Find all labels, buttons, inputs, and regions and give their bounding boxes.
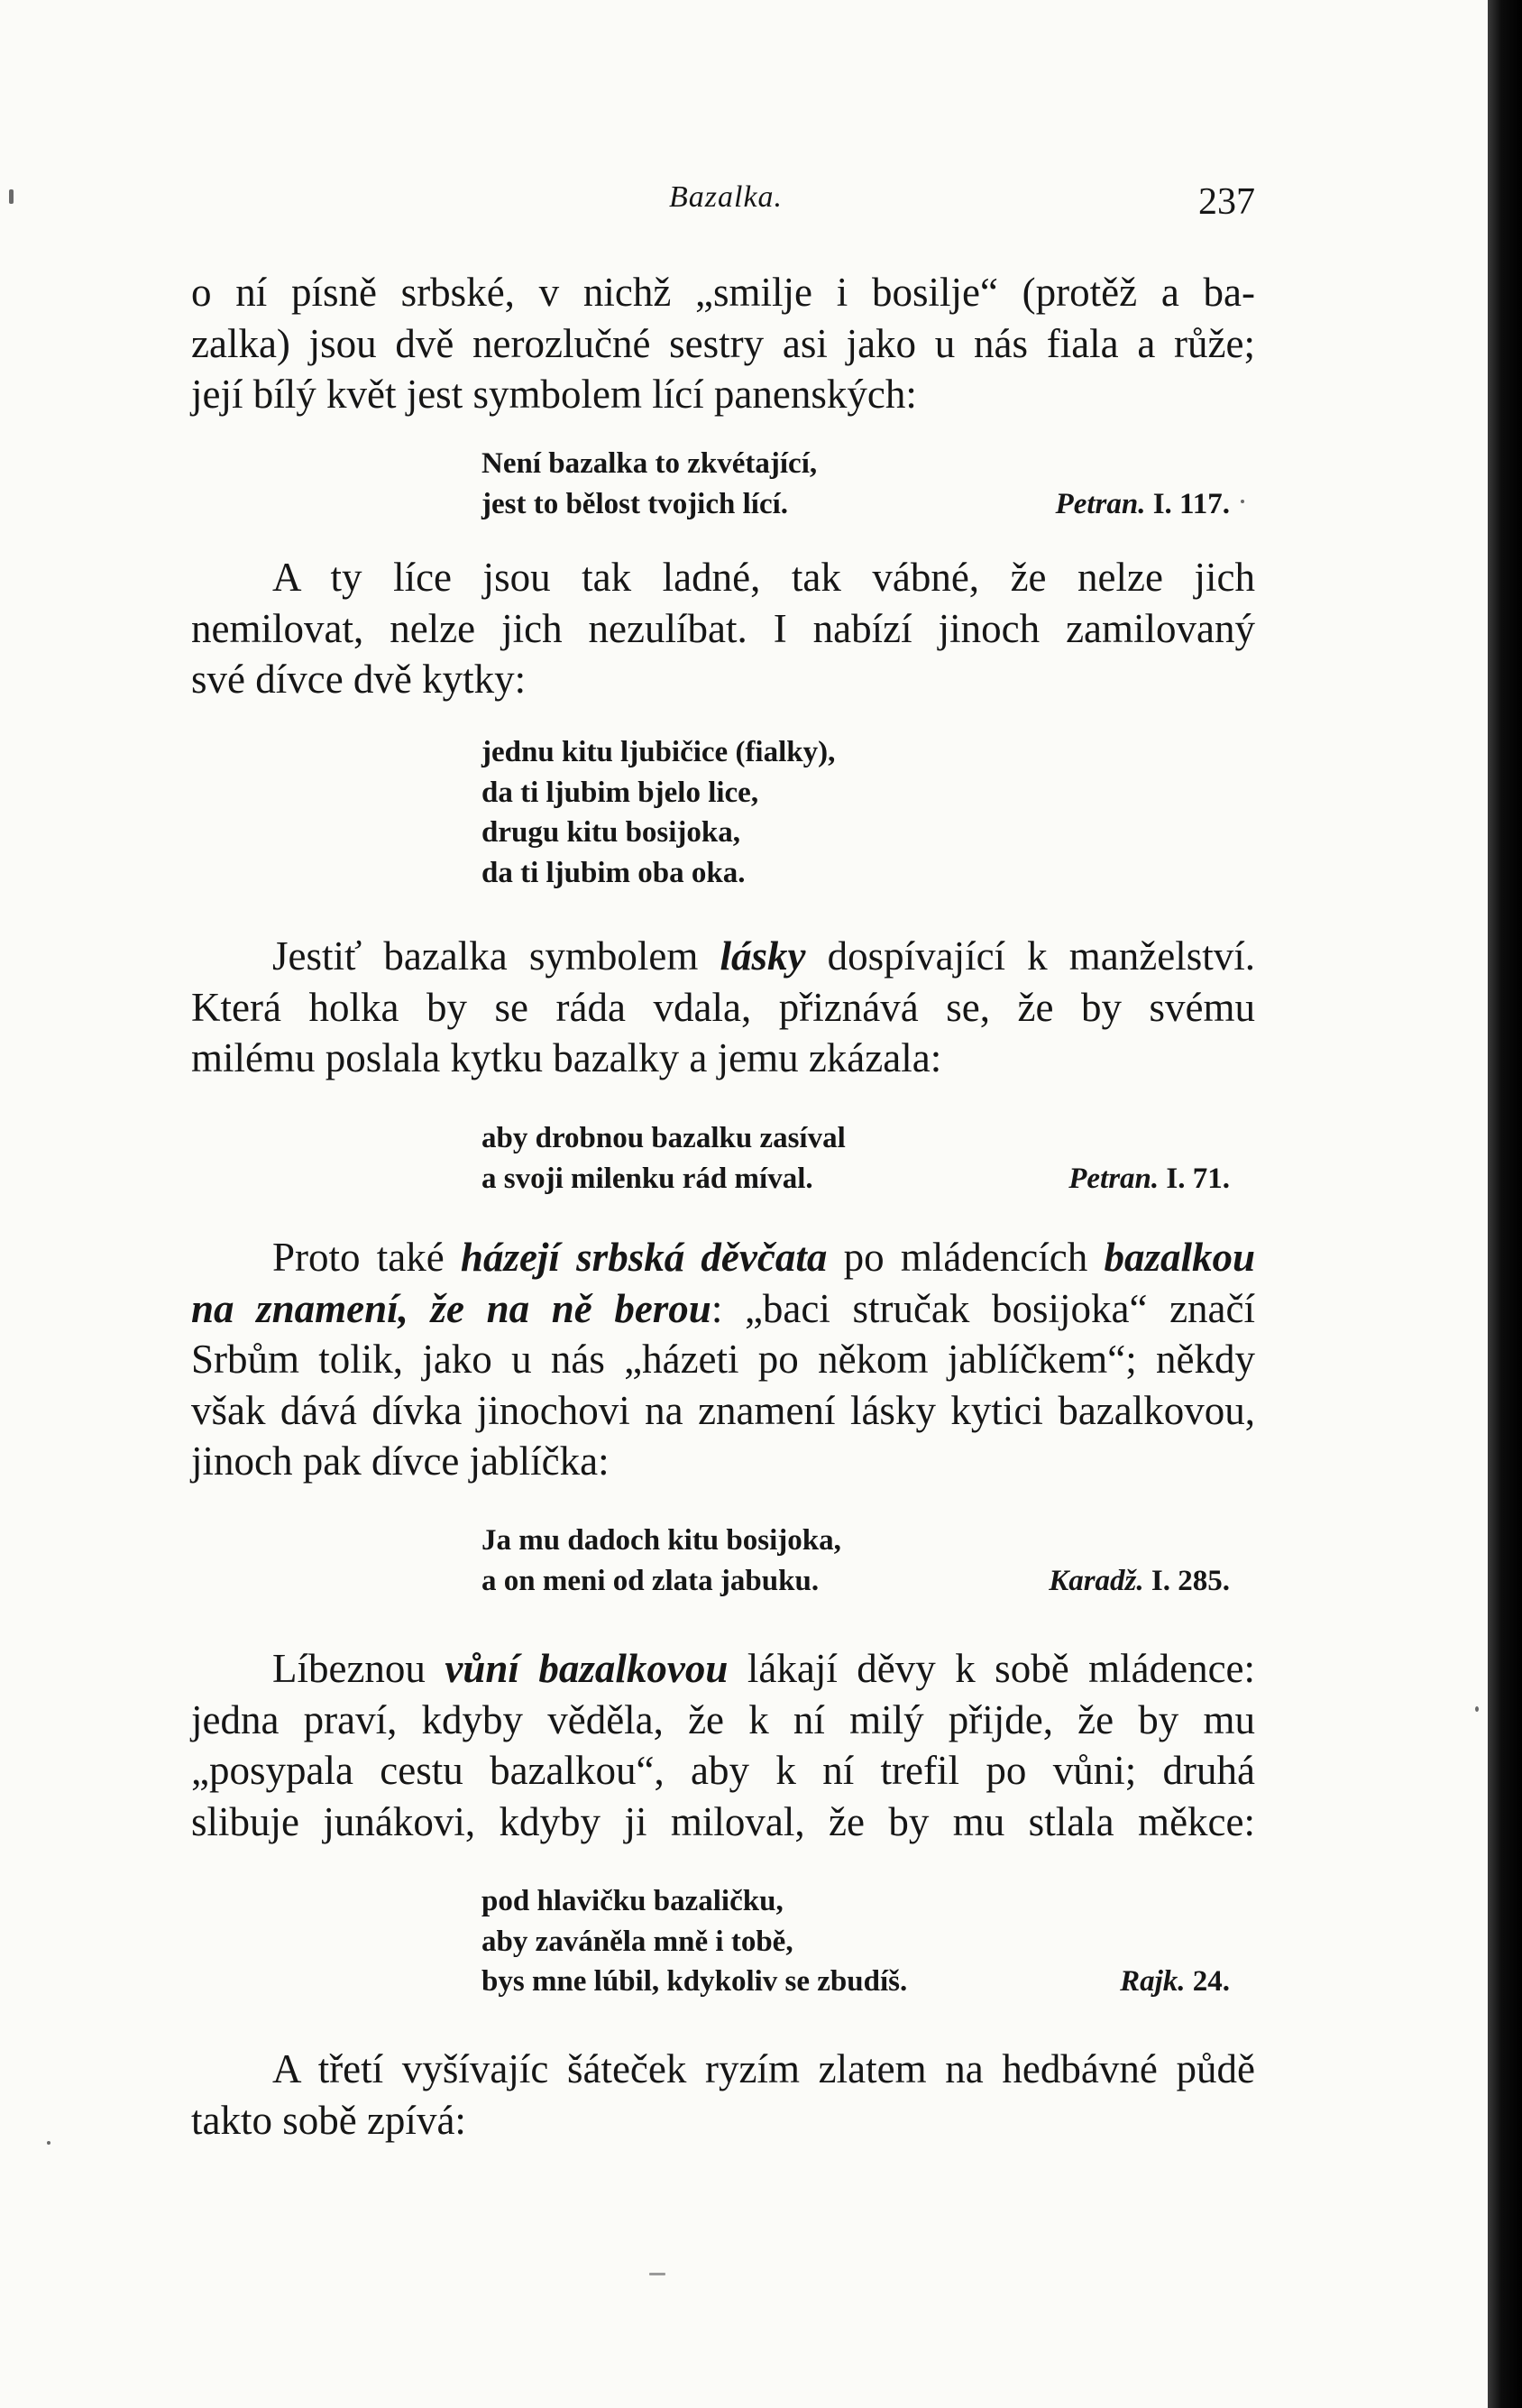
verse-line-text: bys mne lúbil, kdykoliv se zbudíš. [481, 1965, 908, 1998]
paragraph-5 [191, 1643, 1255, 1847]
text-line: Která holka by se ráda vdala, přiznává se, že by svému [191, 984, 1255, 1030]
verse-line: da ti ljubim oba oka. [481, 856, 746, 889]
verse-line [481, 484, 1230, 525]
text-run: : „baci stručak bosijoka“ značí [711, 1285, 1255, 1331]
text-line: Srbům tolik, jako u nás „házeti po někom jablíčkem“; někdy [191, 1337, 1255, 1382]
text-line: své dívce dvě kytky: [191, 657, 527, 702]
emphasis: na znamení, že na ně berou [191, 1285, 711, 1331]
text-line: o ní písně srbské, v nichž „smilje i bosilje“ (protěž a ba- [191, 270, 1255, 315]
verse-quote-4 [481, 1521, 1230, 1601]
scan-speck [1241, 500, 1244, 503]
scan-edge-shadow [1488, 0, 1522, 2408]
text-run: Proto také [272, 1235, 461, 1280]
text-run: lákají děvy k sobě mládence: [728, 1646, 1256, 1691]
verse-quote-1 [481, 444, 1230, 524]
paragraph-4 [191, 1232, 1255, 1487]
paragraph-3 [191, 931, 1255, 1084]
text-run: po mládencích [827, 1235, 1105, 1280]
source-author: Petran. [1055, 487, 1146, 520]
scan-speck [1475, 1706, 1479, 1712]
verse-line: drugu kitu bosijoka, [481, 816, 741, 849]
verse-line: jednu kitu ljubičice (fialky), [481, 736, 836, 768]
text-line [191, 1232, 1255, 1283]
text-line [191, 1283, 1255, 1335]
text-line: milému poslala kytku bazalky a jemu zkázala: [191, 1035, 942, 1080]
verse-quote-3 [481, 1118, 1230, 1199]
text-line: takto sobě zpívá: [191, 2097, 466, 2143]
scan-speck [47, 2141, 50, 2145]
emphasis: vůní bazalkovou [445, 1646, 729, 1691]
text-line: však dává dívka jinochovi na znamení lásky kytici bazalkovou, [191, 1387, 1255, 1433]
running-header-title: Bazalka. [669, 180, 784, 214]
text-line: zalka) jsou dvě nerozlučné sestry asi jako u nás fiala a růže; [191, 320, 1255, 366]
text-line: „posypala cestu bazalkou“, aby k ní trefil po vůni; druhá [191, 1748, 1255, 1793]
verse-source [1120, 1962, 1230, 2002]
text-run: dospívající k manželství. [805, 933, 1255, 979]
text-line: jedna praví, kdyby věděla, že k ní milý přijde, že by mu [191, 1696, 1255, 1742]
verse-quote-5 [481, 1881, 1230, 2002]
scan-speck [649, 2273, 665, 2275]
emphasis: házejí srbská děvčata [460, 1235, 828, 1280]
paragraph-6 [191, 2044, 1255, 2146]
verse-line: aby zaváněla mně i tobě, [481, 1925, 793, 1958]
paragraph-1 [191, 267, 1255, 420]
verse-line: da ti ljubim bjelo lice, [481, 776, 759, 809]
verse-line [481, 1561, 1230, 1602]
text-line: jinoch pak dívce jablíčka: [191, 1438, 610, 1484]
emphasis: lásky [720, 933, 806, 979]
verse-source [1049, 1561, 1230, 1602]
source-author: Petran. [1068, 1162, 1160, 1195]
verse-line-text: a svoji milenku rád míval. [481, 1162, 813, 1195]
verse-line [481, 1159, 1230, 1199]
verse-line: Není bazalka to zkvétající, [481, 447, 818, 480]
text-line: slibuje junákovi, kdyby ji miloval, že by mu stlala měkce: [191, 1798, 1255, 1844]
text-line: nemilovat, nelze jich nezulíbat. I nabízí jinoch zamilovaný [191, 605, 1255, 651]
text-run: Líbeznou [272, 1646, 445, 1691]
text-run: Jestiť bazalka symbolem [272, 933, 720, 979]
paragraph-2 [191, 552, 1255, 705]
source-ref: I. 117. [1152, 487, 1230, 520]
source-author: Rajk. [1120, 1965, 1186, 1998]
source-author: Karadž. [1049, 1564, 1144, 1597]
source-ref: I. 285. [1151, 1564, 1230, 1597]
text-line [191, 1643, 1255, 1695]
text-line [191, 931, 1255, 982]
text-line: A ty líce jsou tak ladné, tak vábné, že nelze jich [272, 555, 1255, 600]
source-ref: I. 71. [1166, 1162, 1230, 1195]
page-number: 237 [1198, 181, 1255, 223]
text-line: její bílý květ jest symbolem lící panenských: [191, 372, 917, 417]
verse-quote-2 [481, 732, 1230, 893]
emphasis: bazalkou [1104, 1235, 1255, 1280]
scan-speck [9, 189, 14, 204]
verse-line: Ja mu dadoch kitu bosijoka, [481, 1524, 841, 1557]
verse-line: pod hlavičku bazaličku, [481, 1885, 784, 1917]
verse-line-text: jest to bělost tvojich lící. [481, 487, 789, 520]
verse-source [1068, 1159, 1230, 1199]
verse-source [1056, 484, 1230, 525]
verse-line [481, 1962, 1230, 2002]
text-line: A třetí vyšívajíc šáteček ryzím zlatem na hedbávné půdě [272, 2046, 1255, 2091]
verse-line: aby drobnou bazalku zasíval [481, 1122, 846, 1154]
verse-line-text: a on meni od zlata jabuku. [481, 1564, 820, 1597]
source-ref: 24. [1192, 1965, 1230, 1998]
